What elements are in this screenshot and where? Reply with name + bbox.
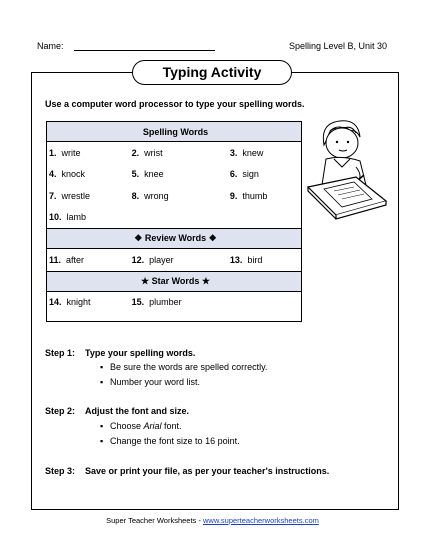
- table-row: [46, 164, 302, 186]
- word-cell: [129, 185, 227, 207]
- word: plumber: [149, 297, 182, 308]
- table-row: [46, 207, 302, 229]
- word: thumb: [242, 190, 268, 201]
- word-number: 13.: [229, 254, 243, 265]
- word: wrestle: [61, 190, 91, 201]
- word: player: [149, 254, 174, 265]
- word-number: 11.: [49, 254, 62, 265]
- word-number: 10.: [49, 212, 62, 223]
- page-title: Typing Activity: [132, 60, 292, 85]
- step-1-label: Step 1:: [45, 348, 76, 358]
- bullet-item: ▪ Choose Arial font.: [110, 421, 182, 431]
- word-cell: [46, 291, 129, 313]
- word-number: 3.: [229, 147, 238, 158]
- word-cell: [129, 291, 227, 313]
- word-number: 9.: [229, 190, 238, 201]
- step-3-label: Step 3:: [45, 466, 76, 476]
- word-cell: [129, 142, 227, 164]
- word: lamb: [66, 212, 87, 223]
- step-2-text: Adjust the font and size.: [85, 406, 190, 416]
- word: knight: [66, 297, 91, 308]
- step-2-label: Step 2:: [45, 406, 76, 416]
- word: knew: [242, 147, 264, 158]
- word-cell: [46, 207, 129, 229]
- word: knee: [144, 169, 164, 180]
- word-cell: [46, 164, 129, 186]
- bullet-item: ▪ Number your word list.: [110, 377, 200, 387]
- step-1-text: Type your spelling words.: [85, 348, 196, 358]
- word-table: [46, 121, 302, 313]
- bullet-item: ▪ Be sure the words are spelled correctly.: [110, 362, 267, 372]
- bullet-item: ▪ Change the font size to 16 point.: [110, 436, 240, 446]
- word-cell: [129, 249, 227, 272]
- instruction-text: Use a computer word processor to type your spelling words.: [45, 99, 305, 109]
- spelling-words-heading: Spelling Words: [46, 122, 302, 142]
- footer-text: Super Teacher Worksheets -: [106, 516, 203, 525]
- word: wrong: [144, 190, 169, 201]
- footer-link[interactable]: www.superteacherworksheets.com: [202, 516, 319, 525]
- table-row: [46, 185, 302, 207]
- table-row: [46, 291, 302, 313]
- word: write: [61, 147, 81, 158]
- word: bird: [247, 254, 263, 265]
- word: wrist: [144, 147, 163, 158]
- word: after: [66, 254, 85, 265]
- word-number: 5.: [131, 169, 140, 180]
- word: sign: [242, 169, 259, 180]
- word-cell: [129, 164, 227, 186]
- word-number: 6.: [229, 169, 238, 180]
- word-cell: [227, 249, 302, 272]
- table-row: [46, 142, 302, 164]
- level-label: Spelling Level B, Unit 30: [288, 41, 387, 51]
- word-cell: [46, 185, 129, 207]
- word-number: 15.: [131, 297, 145, 308]
- word-cell: [227, 142, 302, 164]
- word-number: 14.: [49, 297, 62, 308]
- boy-writing-illustration: [306, 115, 388, 220]
- word-cell: [227, 164, 302, 186]
- table-row: [46, 249, 302, 272]
- word-cell: [46, 249, 129, 272]
- footer: [0, 516, 425, 525]
- word-number: 7.: [49, 190, 57, 201]
- review-words-heading: ❖ Review Words ❖: [46, 229, 302, 249]
- word-number: 2.: [131, 147, 140, 158]
- word-cell: [227, 185, 302, 207]
- word-cell: [46, 142, 129, 164]
- name-line: [74, 50, 215, 51]
- word-number: 1.: [49, 147, 57, 158]
- word-number: 4.: [49, 169, 57, 180]
- name-label: Name:: [37, 41, 64, 51]
- word: knock: [61, 169, 86, 180]
- star-words-heading: ★ Star Words ★: [46, 271, 302, 291]
- word-number: 12.: [131, 254, 145, 265]
- step-3-text: Save or print your file, as per your teacher's instructions.: [85, 466, 330, 476]
- word-number: 8.: [131, 190, 140, 201]
